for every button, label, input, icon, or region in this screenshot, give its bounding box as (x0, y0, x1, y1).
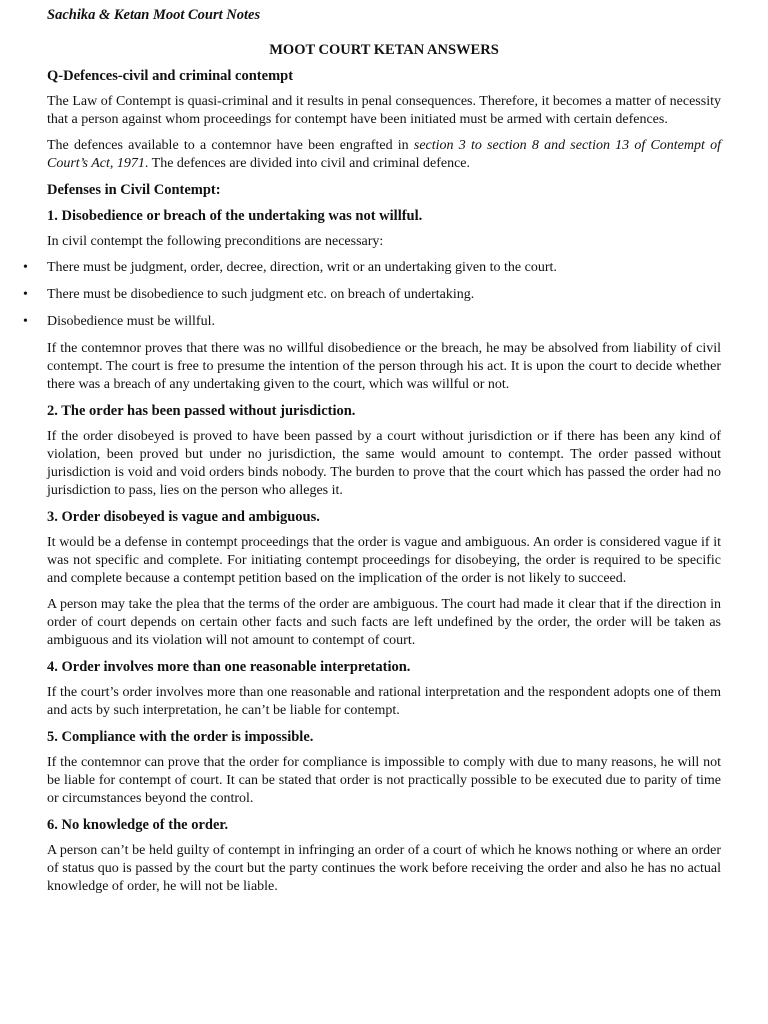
section-paragraph: If the contemnor can prove that the order for compliance is impossible to comply with due to many reasons, he will not be liable for contempt of court. It can be stated that order is not practically possible to be executed due to parity of time or circumstances beyond the control. (47, 755, 721, 806)
defences-text-before: The defences available to a contemnor have been engrafted in (47, 138, 414, 153)
section-paragraph: A person may take the plea that the terms of the order are ambiguous. The court had made it clear that if the direction in order of court depends on certain other facts and such facts are left undefined by the order, the order will be taken as ambiguous and its violation will not amount to contempt of court. (47, 597, 721, 648)
section-paragraph: It would be a defense in contempt proceedings that the order is vague and ambiguous. An order is considered vague if it was not specific and complete. For initiating contempt proceedings for disobeying, the order is required to be specific and complete because a contempt petition based on the implication of the order is not likely to succeed. (47, 535, 721, 586)
document-body (23, 67, 721, 904)
defences-paragraph (47, 137, 721, 173)
list-item (23, 286, 721, 304)
list-item-text: There must be judgment, order, decree, direction, writ or an undertaking given to the court. (47, 260, 557, 275)
section-paragraph: If the contemnor proves that there was no willful disobedience or the breach, he may be absolved from liability of civil contempt. The court is free to presume the intention of the person through his act. It is upon the court to decide whether there was a breach of any undertaking given to the court, which was willful or not. (47, 341, 721, 392)
preconditions-list (23, 259, 721, 331)
section-heading: 2. The order has been passed without jurisdiction. (47, 403, 356, 419)
section-heading: 3. Order disobeyed is vague and ambiguous. (47, 509, 320, 525)
bullet-icon: • (23, 260, 28, 275)
bullet-icon: • (23, 314, 28, 329)
list-item-text: Disobedience must be willful. (47, 314, 215, 329)
question-heading: Q-Defences-civil and criminal contempt (47, 68, 294, 84)
section-paragraph: A person can’t be held guilty of contempt in infringing an order of a court of which he knows nothing or where an order of status quo is passed by the court but the party continues the work before receiving the order and also he has no actual knowledge of order, he will not be liable. (47, 843, 721, 894)
section-paragraph: If the court’s order involves more than one reasonable and rational interpretation and the respondent adopts one of them and acts by such interpretation, he can’t be liable for contempt. (47, 685, 721, 718)
list-item (23, 313, 721, 331)
document-title: MOOT COURT KETAN ANSWERS (269, 42, 499, 58)
section-heading: 4. Order involves more than one reasonable interpretation. (47, 659, 411, 675)
section-heading: 6. No knowledge of the order. (47, 817, 229, 833)
section-heading: 5. Compliance with the order is impossible. (47, 729, 314, 745)
list-item-text: There must be disobedience to such judgment etc. on breach of undertaking. (47, 287, 475, 302)
section-intro: In civil contempt the following preconditions are necessary: (47, 234, 384, 249)
list-item (23, 259, 721, 277)
defences-text-italic: section 3 to section 8 and section 13 of Contempt of Court’s Act, 1971 (47, 138, 721, 171)
section-heading: 1. Disobedience or breach of the undertaking was not willful. (47, 208, 423, 224)
bullet-icon: • (23, 287, 28, 302)
defences-text-after: . The defences are divided into civil and criminal defence. (144, 156, 470, 171)
civil-contempt-heading: Defenses in Civil Contempt: (47, 182, 221, 198)
header-note: Sachika & Ketan Moot Court Notes (47, 7, 261, 23)
intro-paragraph: The Law of Contempt is quasi-criminal and it results in penal consequences. Therefore, it becomes a matter of necessity that a person against whom proceedings for contempt have been initiated must be armed with certain defences. (47, 94, 721, 127)
section-paragraph: If the order disobeyed is proved to have been passed by a court without jurisdiction or if there has been any kind of violation, been proved but under no jurisdiction, the same would amount to contempt. The order passed without jurisdiction is void and void orders binds nobody. The burden to prove that the court which has passed the order had no jurisdiction to pass, lies on the person who alleges it. (47, 429, 721, 498)
